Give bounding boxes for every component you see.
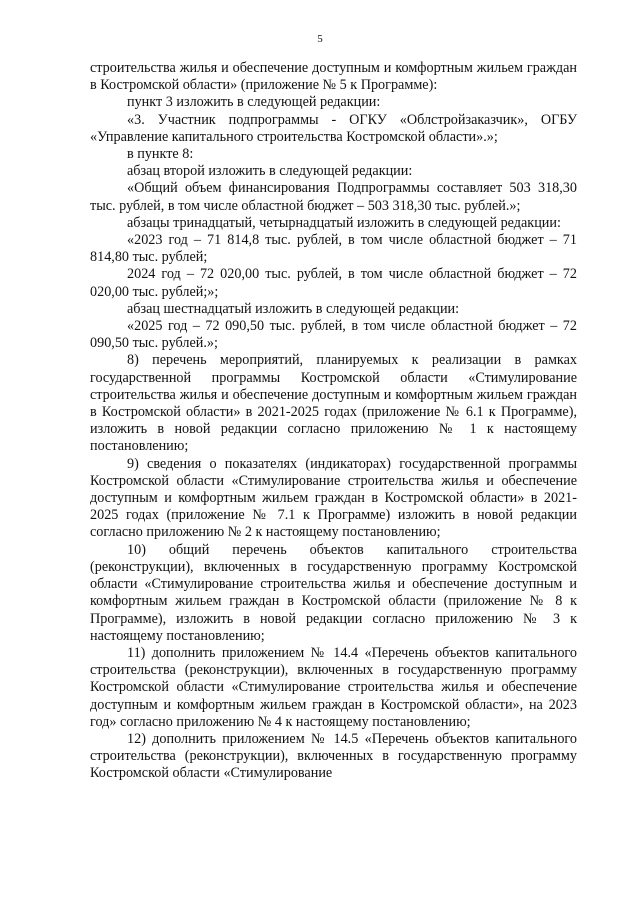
paragraph-point-3-text: «3. Участник подпрограммы - ОГКУ «Облстройзаказчик», ОГБУ «Управление капитального строительства Костромской области».»; xyxy=(90,111,577,145)
paragraph-2023: «2023 год – 71 814,8 тыс. рублей, в том числе областной бюджет – 71 814,80 тыс. рублей; xyxy=(90,232,577,266)
paragraph-item-8: 8) перечень мероприятий, планируемых к реализации в рамках государственной программы Костромской области «Стимулирование строительства жилья и обеспечение доступным и комфортным жильем граждан в Костромской области» в 2021-2025 годах (приложение № 6.1 к Программе), изложить в новой редакции согласно приложению № 1 к настоящему постановлению; xyxy=(90,352,577,455)
paragraph-financing-total: «Общий объем финансирования Подпрограммы составляет 503 318,30 тыс. рублей, в том числе областной бюджет – 503 318,30 тыс. рублей.»; xyxy=(90,180,577,214)
paragraph-second-abzac-heading: абзац второй изложить в следующей редакции: xyxy=(127,163,413,180)
paragraph-point-3-heading: пункт 3 изложить в следующей редакции: xyxy=(127,94,381,111)
page-number: 5 xyxy=(317,33,323,45)
paragraph-item-12: 12) дополнить приложением № 14.5 «Перечень объектов капитального строительства (реконструкции), включенных в государственную программу Костромской области «Стимулирование xyxy=(90,730,577,782)
paragraph-13-14-heading: абзацы тринадцатый, четырнадцатый изложить в следующей редакции: xyxy=(127,214,561,231)
paragraph-item-11: 11) дополнить приложением № 14.4 «Перечень объектов капитального строительства (реконструкции), включенных в государственную программу Костромской области «Стимулирование строительства жилья и обеспечение доступным и комфортным жильем граждан в Костромской области», на 2023 год» согласно приложению № 4 к настоящему постановлению; xyxy=(90,644,577,730)
document-body xyxy=(90,60,577,783)
paragraph-item-10: 10) общий перечень объектов капитального строительства (реконструкции), включенных в государственную программу Костромской области «Стимулирование строительства жилья и обеспечение доступным и комфортным жильем граждан в Костромской области (приложение № 8 к Программе), изложить в новой редакции согласно приложению № 3 к настоящему постановлению; xyxy=(90,541,577,644)
paragraph-2025: «2025 год – 72 090,50 тыс. рублей, в том числе областной бюджет – 72 090,50 тыс. рублей.»; xyxy=(90,318,577,352)
paragraph-item-9: 9) сведения о показателях (индикаторах) государственной программы Костромской области «Стимулирование строительства жилья и обеспечение доступным и комфортным жильем граждан в Костромской области» в 2021-2025 годах (приложение № 7.1 к Программе) изложить в новой редакции согласно приложению № 2 к настоящему постановлению; xyxy=(90,455,577,541)
paragraph-16-heading: абзац шестнадцатый изложить в следующей редакции: xyxy=(127,300,460,317)
paragraph-2024: 2024 год – 72 020,00 тыс. рублей, в том числе областной бюджет – 72 020,00 тыс. рублей;»; xyxy=(90,266,577,300)
paragraph-point-8-heading: в пункте 8: xyxy=(127,146,194,163)
paragraph-continuation: строительства жилья и обеспечение доступным и комфортным жильем граждан в Костромской области» (приложение № 5 к Программе): xyxy=(90,60,577,94)
